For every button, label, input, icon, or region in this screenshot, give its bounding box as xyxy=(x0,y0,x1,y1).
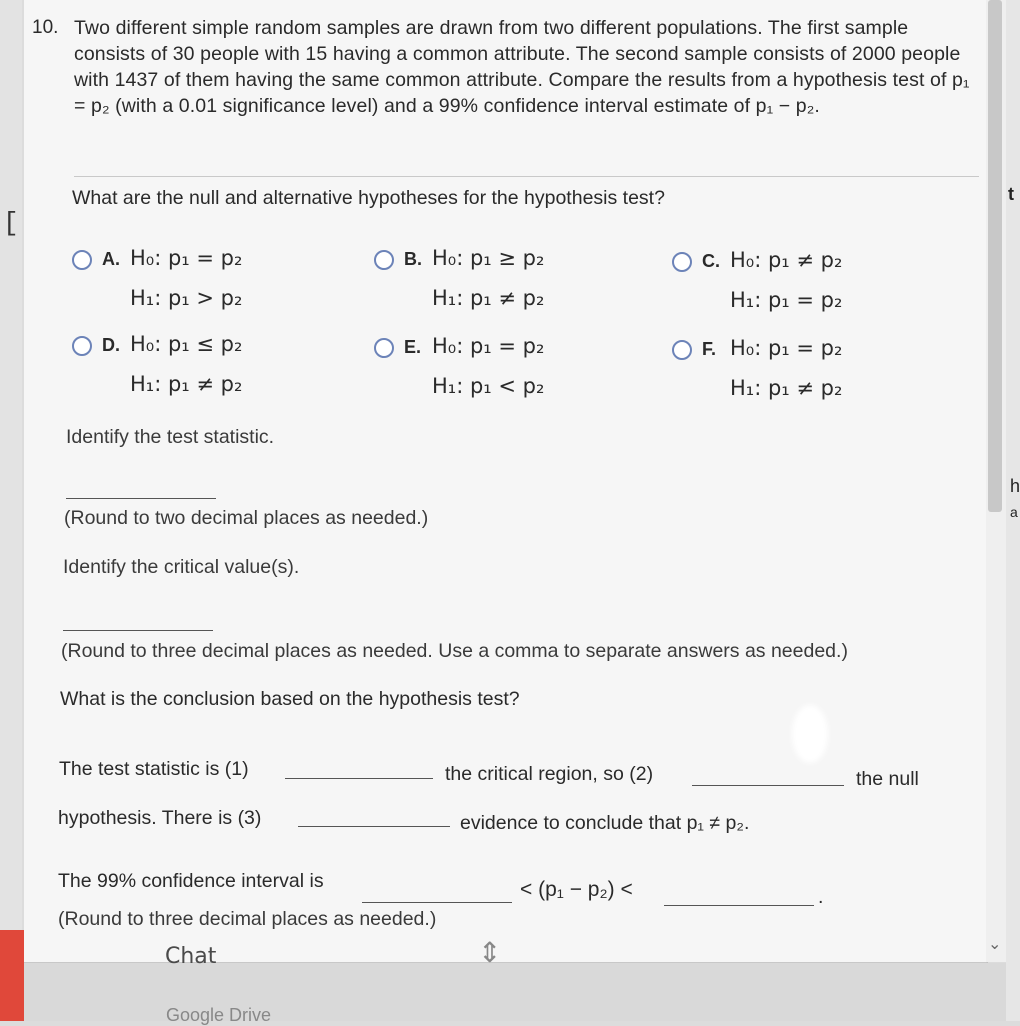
alternative-hypothesis: H₁: p₁ ≠ p₂ xyxy=(432,286,545,310)
ci-upper-input[interactable] xyxy=(664,905,814,906)
chat-label[interactable]: Chat xyxy=(165,944,217,969)
resize-handle-icon[interactable]: ⇕ xyxy=(478,937,502,968)
null-hypothesis: H₀: p₁ = p₂ xyxy=(432,334,545,358)
test-statistic-input[interactable] xyxy=(66,498,216,499)
right-letter-a: a xyxy=(1010,504,1018,520)
null-hypothesis: H₀: p₁ ≤ p₂ xyxy=(130,332,243,356)
radio-button[interactable] xyxy=(72,250,92,270)
option-a[interactable] xyxy=(72,246,242,318)
conclusion-prompt: What is the conclusion based on the hypothesis test? xyxy=(60,688,520,710)
option-b[interactable] xyxy=(374,246,544,318)
radio-button[interactable] xyxy=(374,250,394,270)
critical-values-input[interactable] xyxy=(63,630,213,631)
option-d[interactable] xyxy=(72,332,242,404)
null-hypothesis: H₀: p₁ ≠ p₂ xyxy=(730,248,843,272)
ci-middle-expression: < (p₁ − p₂) < xyxy=(520,878,633,901)
conclusion-text-5: evidence to conclude that p₁ ≠ p₂. xyxy=(460,812,750,834)
right-letter-h: h xyxy=(1010,476,1020,496)
option-f[interactable] xyxy=(672,336,842,408)
left-red-tab xyxy=(0,930,24,1021)
alternative-hypothesis: H₁: p₁ ≠ p₂ xyxy=(730,376,843,400)
null-hypothesis: H₀: p₁ ≥ p₂ xyxy=(432,246,545,270)
critical-values-note: (Round to three decimal places as needed. Use a comma to separate answers as needed.) xyxy=(61,640,848,662)
option-hypotheses xyxy=(730,240,842,320)
option-hypotheses xyxy=(730,328,842,408)
option-letter: C. xyxy=(702,251,720,271)
radio-button[interactable] xyxy=(672,252,692,272)
radio-button[interactable] xyxy=(374,338,394,358)
confidence-interval-label: The 99% confidence interval is xyxy=(58,870,324,892)
option-letter: E. xyxy=(404,337,422,357)
option-c[interactable] xyxy=(672,248,842,320)
question-number: 10. xyxy=(32,17,59,38)
hypotheses-prompt: What are the null and alternative hypotheses for the hypothesis test? xyxy=(72,187,665,209)
right-letter-t: t xyxy=(1008,184,1014,204)
conclusion-text-4: hypothesis. There is (3) xyxy=(58,807,262,829)
null-hypothesis: H₀: p₁ = p₂ xyxy=(730,336,843,360)
left-bracket: [ xyxy=(3,208,19,238)
test-statistic-note: (Round to two decimal places as needed.) xyxy=(64,507,429,529)
alternative-hypothesis: H₁: p₁ ≠ p₂ xyxy=(130,372,243,396)
alternative-hypothesis: H₁: p₁ > p₂ xyxy=(130,286,243,310)
question-text: Two different simple random samples are drawn from two different populations. The first sample consists of 30 people with 15 having a common attribute. The second sample consists of 2000 people with 1437 of them having the same common attribute. Compare the results from a hypothesis test of p₁ = p₂ (with a 0.01 significance level) and a 99% confidence interval estimate of p₁ − p₂. xyxy=(74,17,970,117)
ci-period: . xyxy=(818,886,824,908)
ci-note: (Round to three decimal places as needed.) xyxy=(58,908,437,930)
option-letter: F. xyxy=(702,339,717,359)
conclusion-text-2: the critical region, so (2) xyxy=(445,763,654,785)
left-edge xyxy=(0,0,22,1021)
option-hypotheses xyxy=(432,326,544,406)
radio-button[interactable] xyxy=(672,340,692,360)
option-hypotheses xyxy=(432,238,544,318)
ci-lower-input[interactable] xyxy=(362,902,512,903)
option-e[interactable] xyxy=(374,334,544,406)
dropdown-3[interactable] xyxy=(298,826,450,827)
screen-glare xyxy=(792,705,828,763)
dropdown-1[interactable] xyxy=(285,778,433,779)
conclusion-text-1: The test statistic is (1) xyxy=(59,758,249,780)
google-drive-label[interactable]: Google Drive xyxy=(166,1005,272,1025)
option-hypotheses xyxy=(130,238,242,318)
null-hypothesis: H₀: p₁ = p₂ xyxy=(130,246,243,270)
scrollbar-thumb[interactable] xyxy=(988,0,1002,512)
radio-button[interactable] xyxy=(72,336,92,356)
option-letter: D. xyxy=(102,335,120,355)
test-statistic-prompt: Identify the test statistic. xyxy=(66,426,275,448)
divider xyxy=(74,176,979,177)
alternative-hypothesis: H₁: p₁ < p₂ xyxy=(432,374,545,398)
critical-values-prompt: Identify the critical value(s). xyxy=(63,556,300,578)
dropdown-2[interactable] xyxy=(692,785,844,786)
option-letter: B. xyxy=(404,249,422,269)
option-hypotheses xyxy=(130,324,242,404)
option-letter: A. xyxy=(102,249,120,269)
alternative-hypothesis: H₁: p₁ = p₂ xyxy=(730,288,843,312)
scroll-down-chevron-icon[interactable]: ⌄ xyxy=(988,936,1002,953)
conclusion-text-3: the null xyxy=(856,768,919,790)
